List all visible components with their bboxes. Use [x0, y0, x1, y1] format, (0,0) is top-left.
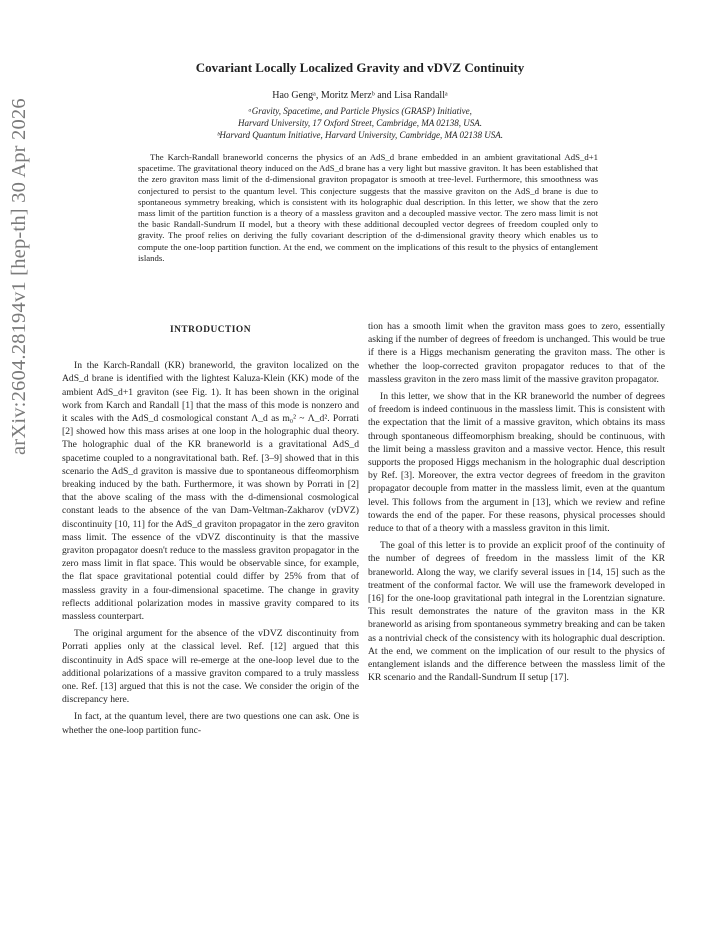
right-column: [368, 320, 665, 688]
paragraph-this-letter: In this letter, we show that in the KR braneworld the number of degrees of freedom is indeed continuous in the massless limit. This is consistent with the expectation that the limit of a massive graviton, which obtains its mass through spontaneous diffeomorphism breaking, should be continuous, with the limit being a massless graviton and a massive vector. Hence, this result supports the proposed Higgs mechanism in the holographic dual description by Ref. [3]. Moreover, the extra vector degrees of freedom in the graviton propagator decouple from matter in the massless limit, even at the quantum level. This follows from the argument in [13], which we review and refine towards the end of the paper. For these reasons, physical processes should reduce to that of a theory with a massless graviton in this limit.: [368, 391, 665, 535]
section-heading-introduction: INTRODUCTION: [169, 325, 251, 335]
author-list: Hao Gengᵃ, Moritz Merzᵇ and Lisa Randallᵃ: [272, 90, 448, 101]
paragraph-intro-1: In the Karch-Randall (KR) braneworld, the graviton localized on the AdS_d brane is identified with the lightest Kaluza-Klein (KK) mode of the ambient AdS_d+1 graviton (see Fig. 1). It has been shown in the original work from Karch and Randall [1] that the mass of this mode is nonzero and it scales with the AdS_d cosmological constant Λ_d as m₀² ~ Λ_d². Porrati [2] showed how this mass arises at one loop in the holographic dual theory. The holographic dual of the KR braneworld is a gravitational AdS_d spacetime coupled to a nongravitational bath. Ref. [3–9] showed that in this scenario the AdS_d graviton is massive due to spontaneous diffeomorphism breaking induced by the bath. Furthermore, it was shown by Porrati in [2] that the above scaling of the mass with the d-dimensional cosmological constant leads to the absence of the van Dam-Veltman-Zakharov (vDVZ) discontinuity [10, 11] for the AdS_d graviton propagator in the zero graviton mass limit. The essence of the vDVZ discontinuity is that the massive graviton propagator doesn't reduce to the massless graviton propagator in the zero mass limit in flat space. This would be observable since, for example, the flat space gravitational potential could differ by 25% from that of massless gravity in a four-dimensional spacetime. The change in gravity reflects additional polarization modes in massive gravity compared to its massless counterpart.: [62, 360, 359, 623]
paper-title: Covariant Locally Localized Gravity and vDVZ Continuity: [195, 60, 525, 75]
affiliation-a-line2: Harvard University, 17 Oxford Street, Cambridge, MA 02138, USA.: [237, 118, 483, 128]
paragraph-intro-2: The original argument for the absence of the vDVZ discontinuity from Porrati applies only at the classical level. Ref. [12] argued that this discontinuity in AdS space will re-emerge at the one-loop level due to the additional polarizations of a massive graviton compared to a truly massless one. Ref. [13] argued that this is not the case. We consider the origin of the discrepancy here.: [62, 628, 359, 706]
affiliation-a-line1: ᵃGravity, Spacetime, and Particle Physics (GRASP) Initiative,: [248, 106, 472, 116]
left-column: [62, 320, 359, 741]
paragraph-goal: The goal of this letter is to provide an explicit proof of the continuity of the number of degrees of freedom in the massless limit of the KR braneworld. Along the way, we clarify several issues in [14, 15] such as the treatment of the conformal factor. We will use the framework developed in [16] for the one-loop gravitational path integral in the Lorentzian signature. This result demonstrates the nature of the graviton mass in the KR braneworld as arising from spontaneous symmetry breaking and can be taken as a nontrivial check of the consistency with its holographic dual description. At the end, we comment on the implication of our result to the physics of entanglement islands and the difference between the massless limit of the KR scenario and the Randall-Sundrum II setup [17].: [368, 540, 665, 684]
paragraph-continued: tion has a smooth limit when the graviton mass goes to zero, essentially asking if the number of degrees of freedom is unchanged. This would be true if there is a Higgs mechanism generating the graviton mass. The other is whether the loop-corrected graviton propagator reduces to that of the massless graviton in the zero mass limit of the massive graviton propagator.: [368, 321, 665, 385]
abstract: The Karch-Randall braneworld concerns the physics of an AdS_d brane embedded in an ambient gravitational AdS_d+1 spacetime. The gravitational theory induced on the AdS_d brane has a very light but massive graviton. It has been established that the zero graviton mass limit of the d-dimensional graviton propagator is smooth at tree-level. Furthermore, this smoothness was conjectured to persist to the quantum level. This conjecture suggests that the massive graviton on the AdS_d brane is due to spontaneous symmetry breaking, which is consistent with its holographic dual description. In this letter, we show that the zero mass limit of the partition function is a theory of a massless graviton and a decoupled massive vector. The zero mass limit is not the basic Randall-Sundrum II model, but a theory with these additional decoupled vector degrees of freedom coupled only to gravity. The proof relies on deriving the fully covariant description of the d-dimensional gravity theory which enables us to compute the one-loop partition function. At the end, we comment on the implications of this result to the physics of entanglement islands.: [138, 152, 598, 263]
affiliation-b: ᵇHarvard Quantum Initiative, Harvard University, Cambridge, MA 02138 USA.: [216, 130, 504, 140]
paragraph-intro-3: In fact, at the quantum level, there are two questions one can ask. One is whether the one-loop partition func-: [62, 711, 359, 736]
arxiv-sidebar-stamp: arXiv:2604.28194v1 [hep-th] 30 Apr 2026: [8, 98, 30, 455]
